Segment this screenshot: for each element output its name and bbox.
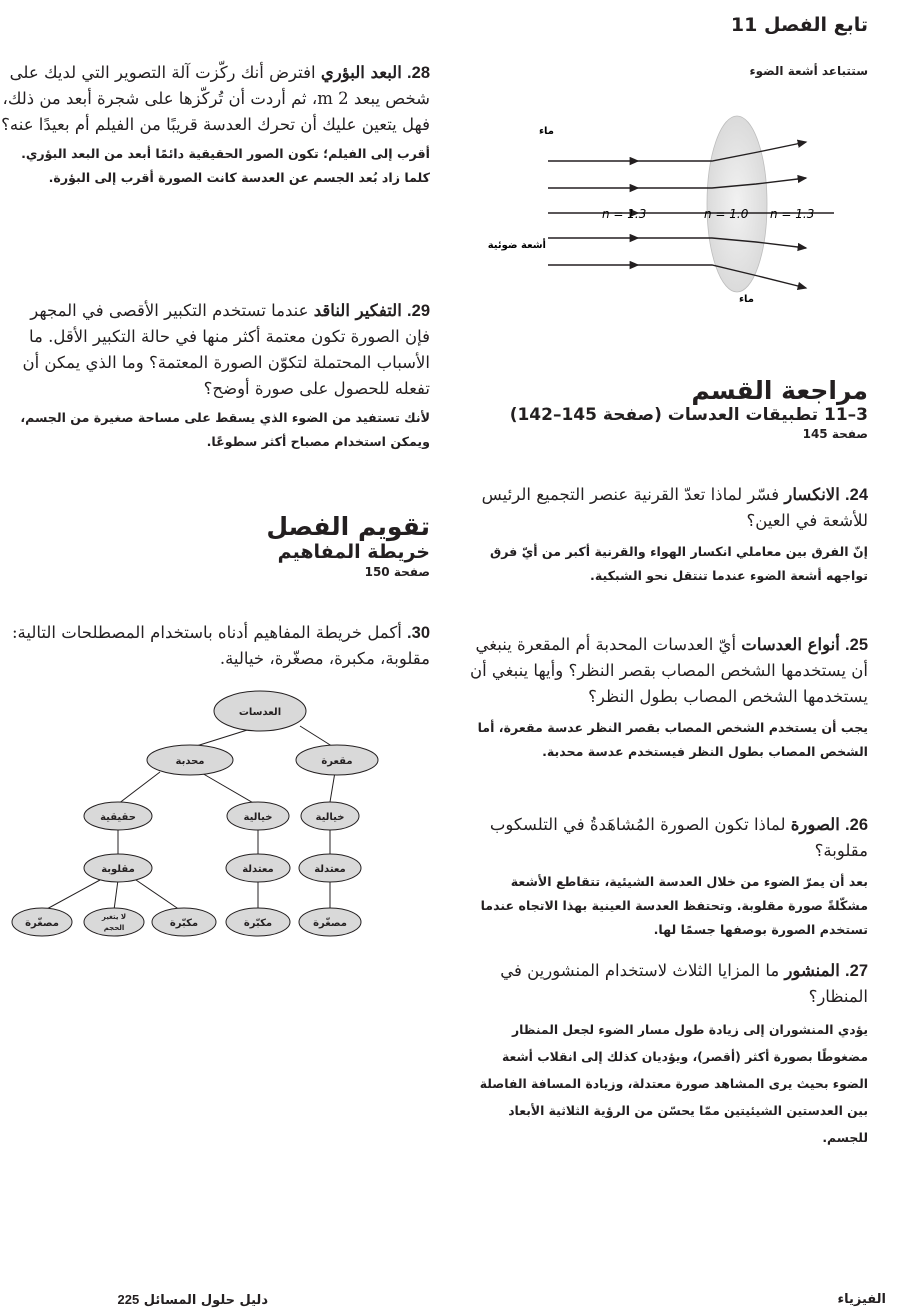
section-review-subtitle: 3–11 تطبيقات العدسات (صفحة 145–142): [509, 405, 868, 425]
node-same-size-label-2: الحجم: [103, 924, 125, 932]
question-keyword: الصورة: [790, 815, 840, 834]
water-label-top: ماء: [538, 126, 554, 137]
node-inverted-label: مقلوبة: [101, 864, 135, 875]
concept-map-heading: خريطة المفاهيم: [277, 541, 430, 563]
question-keyword: أنواع العدسات: [741, 635, 840, 654]
question-text: لماذا تكون الصورة المُشاهَدةُ في التلسكوب مقلوبة؟: [489, 815, 868, 860]
node-convex-label: محدبة: [175, 756, 205, 767]
footer-subject: الفيزياء: [837, 1292, 886, 1307]
section-review-page: صفحة 145: [802, 427, 868, 441]
question-text: فسّر لماذا تعدّ القرنية عنصر التجميع الرئيس للأشعة في العين؟: [481, 485, 868, 530]
n-middle: n = 1.0: [704, 207, 749, 221]
answer-text: لأنك تستفيد من الضوء الذي يسقط على مساحة صغيرة من الجسم، ويمكن استخدام مصباح أكثر سطوعًا.: [20, 410, 430, 449]
question-25: [468, 632, 868, 764]
answer-text: يجب أن يستخدم الشخص المصاب بقصر النظر عدسة مقعرة، أما الشخص المصاب بطول النظر فيستخدم عدسة محدبة.: [477, 720, 868, 759]
rays-label: أشعة ضوئية: [487, 240, 546, 251]
footer-guide-text: دليل حلول المسائل: [143, 1293, 268, 1308]
question-text: أيّ العدسات المحدبة أم المقعرة ينبغي أن يستخدمها الشخص المصاب بقصر النظر؟ وأيها ينبغي أن يستخدمها الشخص المصاب بطول النظر؟: [469, 635, 868, 706]
question-number: 27.: [845, 962, 868, 980]
question-27: [468, 958, 868, 1151]
answer-text: إنّ الفرق بين معاملي انكسار الهواء والقرنية أكبر من أيّ فرق تواجهه أشعة الضوء عندما تنتقل نحو الشبكية.: [489, 544, 868, 583]
section-review: [468, 376, 868, 441]
node-upright-convex-label: معتدلة: [242, 864, 274, 875]
question-number: 28.: [407, 64, 430, 82]
node-reduced-real-label: مصغّرة: [25, 918, 59, 929]
node-concave-label: مقعرة: [321, 756, 353, 767]
question-keyword: البعد البؤري: [320, 63, 402, 82]
n-left: n = 1.3: [602, 207, 647, 221]
chapter-review: [0, 512, 430, 579]
question-26: [468, 812, 868, 942]
node-reduced-concave-label: مصغّرة: [313, 918, 347, 929]
node-upright-concave-label: معتدلة: [314, 864, 346, 875]
question-28: [0, 60, 430, 190]
question-number: 25.: [845, 636, 868, 654]
question-text: عندما تستخدم التكبير الأقصى في المجهر فإن الصورة تكون معتمة أكثر منها في حالة التكبير الأقل. ما الأسباب المحتملة لتكوّن الصورة المعتمة؟ وما الذي يمكن أن تفعله للحصول على صورة أوضح؟: [22, 301, 430, 398]
question-number: 30.: [407, 624, 430, 642]
concept-map: [0, 684, 380, 944]
question-keyword: التفكير الناقد: [313, 301, 402, 320]
question-number: 29.: [407, 302, 430, 320]
water-label-bottom: ماء: [738, 294, 754, 305]
question-text: افترض أنك ركّزت آلة التصوير التي لديك على شخص يبعد 2 m، ثم أردت أن تُركّزها على شجرة أبعد من ذلك، فهل يتعين عليك أن تحرك العدسة قريبًا من الفيلم أم بعيدًا عنه؟: [1, 63, 430, 134]
node-virtual-convex-label: خيالية: [243, 812, 273, 823]
question-29: [0, 298, 430, 454]
question-text: ما المزايا الثلاث لاستخدام المنشورين في المنظار؟: [500, 961, 868, 1006]
node-real-label: حقيقية: [100, 812, 136, 823]
chapter-review-page: صفحة 150: [364, 565, 430, 579]
figure-caption: ستتباعد أشعة الضوء: [749, 64, 868, 78]
question-keyword: الانكسار: [784, 485, 840, 504]
question-number: 24.: [845, 486, 868, 504]
node-same-size-label-1: لا يتغير: [101, 913, 127, 921]
question-keyword: المنشور: [784, 961, 840, 980]
question-24: [468, 482, 868, 588]
refraction-figure: [487, 112, 864, 308]
node-enlarged-real-label: مكبّرة: [169, 918, 199, 929]
question-text: أكمل خريطة المفاهيم أدناه باستخدام المصطلحات التالية: مقلوبة، مكبرة، مصغّرة، خيالية.: [11, 623, 430, 668]
chapter-header: تابع الفصل 11: [730, 14, 868, 36]
n-right: n = 1.3: [770, 207, 815, 221]
answer-text: يؤدي المنشوران إلى زيادة طول مسار الضوء لجعل المنظار مضغوطًا بصورة أكثر (أقصر)، ويؤديان كذلك إلى انقلاب أشعة الضوء بحيث يرى المشاهد صورة معتدلة، وزيادة المسافة الفاصلة بين العدستين الشيئيتين ممّا يحسّن من الرؤية الثلاثية الأبعاد للجسم.: [479, 1022, 868, 1145]
footer-guide: [8, 1292, 268, 1308]
footer-page-number: 225: [117, 1292, 140, 1307]
answer-text: بعد أن يمرّ الضوء من خلال العدسة الشيئية، تتقاطع الأشعة مشكّلةً صورة مقلوبة. وتحتفظ العدسة العينية بهذا الاتجاه عندما تستخدم الصورة بوصفها جسمًا لها.: [480, 874, 868, 937]
node-enlarged-virtual-label: مكبّرة: [243, 918, 273, 929]
question-30: [0, 620, 430, 672]
chapter-review-title: تقويم الفصل: [266, 512, 430, 541]
answer-text: أقرب إلى الفيلم؛ تكون الصور الحقيقية دائمًا أبعد من البعد البؤري. كلما زاد بُعد الجسم عن العدسة كانت الصورة أقرب إلى البؤرة.: [21, 146, 430, 185]
node-virtual-concave-label: خيالية: [315, 812, 345, 823]
section-review-title: مراجعة القسم: [691, 376, 868, 405]
node-lenses-label: العدسات: [238, 707, 282, 718]
question-number: 26.: [845, 816, 868, 834]
